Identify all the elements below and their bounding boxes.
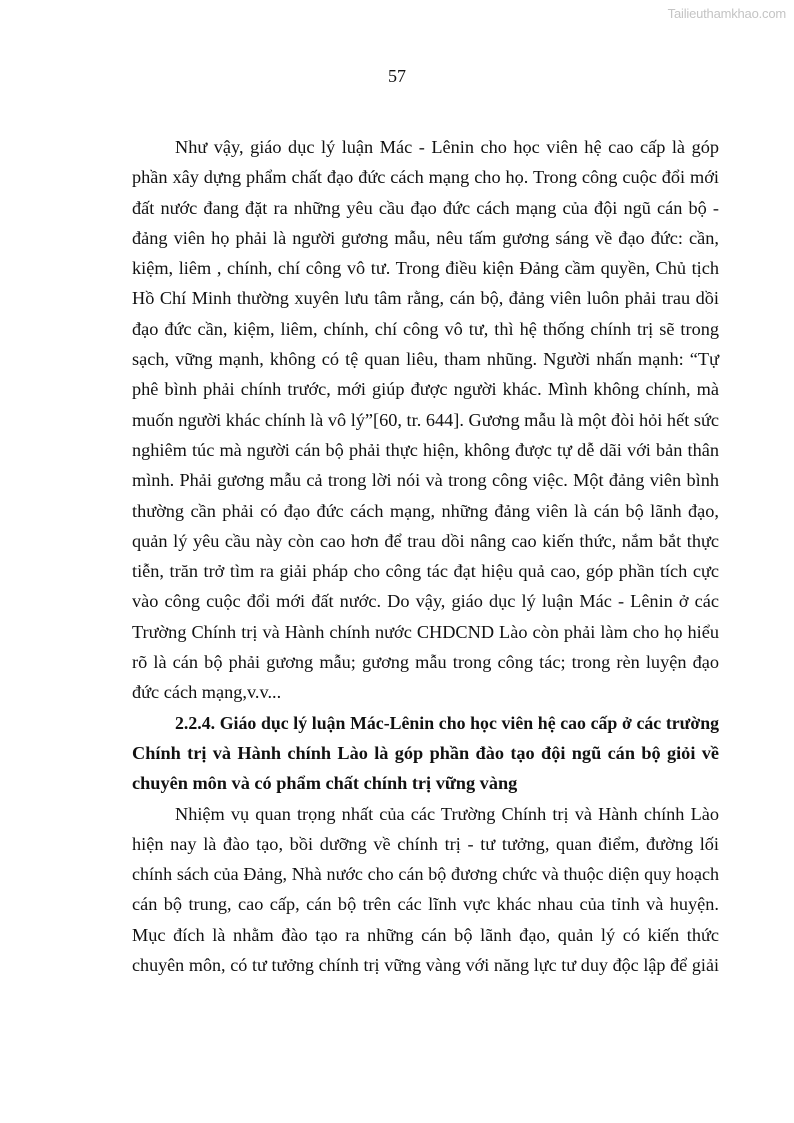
text-line: phần xây dựng phẩm chất đạo đức cách mạng cho họ. Trong công cuộc đổi mới: [132, 167, 719, 188]
text-line: Trường Chính trị và Hành chính nước CHDCND Lào còn phải làm cho họ hiểu: [132, 621, 719, 642]
text-line: nghiêm túc mà người cán bộ phải thực hiện, không được tự dễ dãi với bản thân: [132, 439, 719, 460]
text-line: muốn người khác chính là vô lý”[60, tr. 644]. Gương mẫu là một đòi hỏi hết sức: [132, 409, 719, 430]
text-line: đức cách mạng,v.v...: [132, 682, 282, 703]
text-line: Như vậy, giáo dục lý luận Mác - Lênin cho học viên hệ cao cấp là góp: [175, 137, 719, 157]
heading-line: Chính trị và Hành chính Lào là góp phần đào tạo đội ngũ cán bộ giỏi về: [132, 742, 719, 763]
section-heading: [132, 708, 719, 799]
watermark: Tailieuthamkhao.com: [667, 6, 786, 21]
text-line: hiện nay là đào tạo, bồi dưỡng về chính trị - tư tưởng, quan điểm, đường lối: [132, 833, 719, 854]
page-number: 57: [388, 66, 406, 86]
text-line: đảng viên họ phải là người gương mẫu, nêu tấm gương sáng về đạo đức: cần,: [132, 227, 719, 248]
paragraph-2: [132, 799, 719, 981]
text-line: Nhiệm vụ quan trọng nhất của các Trường Chính trị và Hành chính Lào: [175, 803, 719, 824]
paragraph-1: [132, 132, 719, 708]
text-line: chính sách của Đảng, Nhà nước cho cán bộ đương chức và thuộc diện quy hoạch: [132, 864, 719, 885]
text-line: tiễn, trăn trở tìm ra giải pháp cho công tác đạt hiệu quả cao, góp phần tích cực: [132, 561, 719, 582]
text-line: quản lý yêu cầu này còn cao hơn để trau dồi nâng cao kiến thức, nắm bắt thực: [132, 530, 719, 551]
text-line: kiệm, liêm , chính, chí công vô tư. Trong điều kiện Đảng cầm quyền, Chủ tịch: [132, 258, 719, 279]
text-line: phê bình phải chính trước, mới giúp được người khác. Mình không chính, mà: [132, 379, 719, 400]
text-line: đạo đức cần, kiệm, liêm, chính, chí công vô tư, thì hệ thống chính trị sẽ trong: [132, 318, 719, 339]
text-line: rõ là cán bộ phải gương mẫu; gương mẫu trong công tác; trong rèn luyện đạo: [132, 652, 719, 673]
heading-line: 2.2.4. Giáo dục lý luận Mác-Lênin cho học viên hệ cao cấp ở các trường: [175, 712, 719, 733]
text-line: mình. Phải gương mẫu cả trong lời nói và trong công việc. Một đảng viên bình: [132, 470, 719, 491]
heading-line: chuyên môn và có phẩm chất chính trị vững vàng: [132, 773, 518, 794]
text-line: chuyên môn, có tư tưởng chính trị vững vàng với năng lực tư duy độc lập để giải: [132, 955, 719, 976]
text-line: thường cần phải có đạo đức cách mạng, những đảng viên là cán bộ lãnh đạo,: [132, 500, 719, 521]
text-line: Mục đích là nhằm đào tạo ra những cán bộ lãnh đạo, quản lý có kiến thức: [132, 924, 719, 945]
text-line: Hồ Chí Minh thường xuyên lưu tâm rằng, cán bộ, đảng viên luôn phải trau dồi: [132, 288, 719, 309]
text-line: vào công cuộc đổi mới đất nước. Do vậy, giáo dục lý luận Mác - Lênin ở các: [132, 591, 719, 612]
document-body: [132, 132, 719, 980]
text-line: đất nước đang đặt ra những yêu cầu đạo đức cách mạng của đội ngũ cán bộ -: [132, 197, 719, 218]
text-line: sạch, vững mạnh, không có tệ quan liêu, tham nhũng. Người nhấn mạnh: “Tự: [132, 349, 719, 370]
text-line: cán bộ trung, cao cấp, cán bộ trên các lĩnh vực khác nhau của tỉnh và huyện.: [132, 894, 719, 915]
